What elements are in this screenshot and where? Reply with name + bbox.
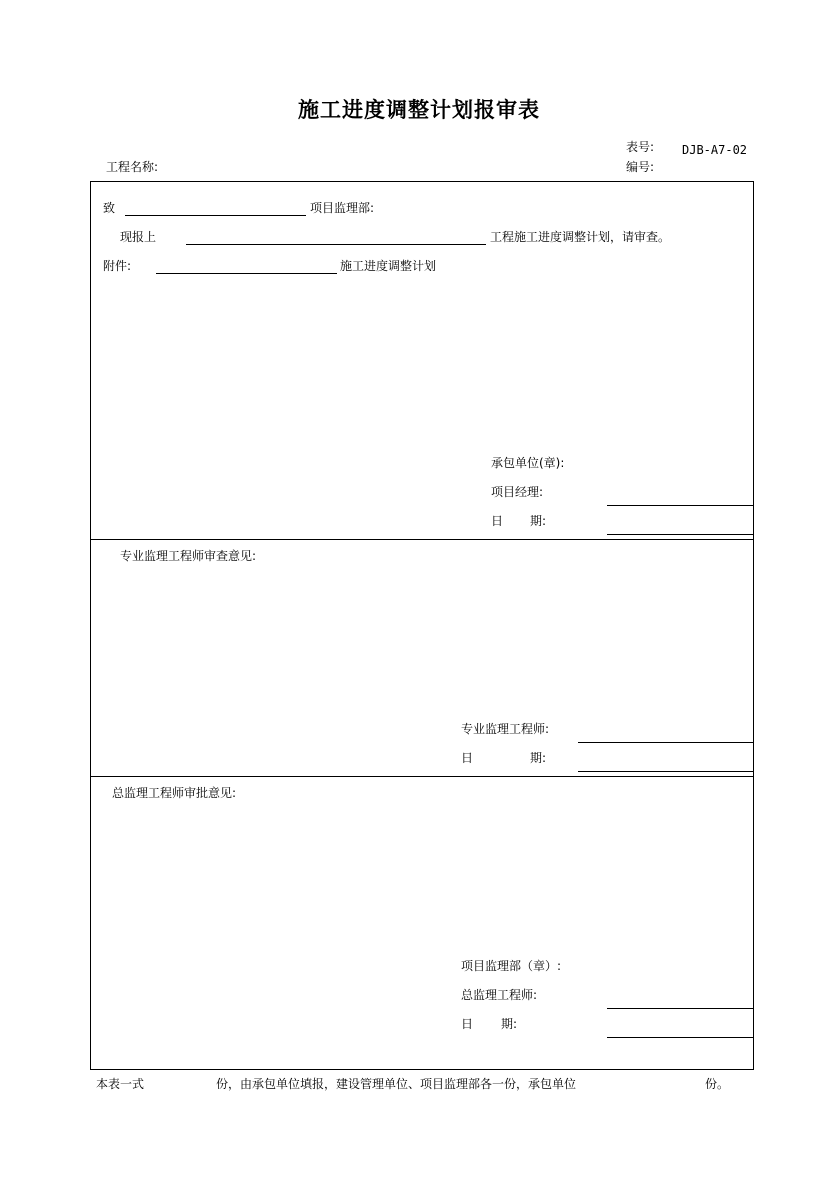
footer-copies-label: 本表一式 xyxy=(96,1077,145,1091)
section-divider-2 xyxy=(90,776,754,777)
report-label: 现报上 xyxy=(120,230,157,244)
specialist-engineer-fill-line[interactable] xyxy=(578,742,754,743)
to-fill-line[interactable] xyxy=(125,215,306,216)
attachment-label: 附件: xyxy=(103,259,132,273)
date-fill-line[interactable] xyxy=(607,534,754,535)
chief-engineer-fill-line[interactable] xyxy=(607,1008,754,1009)
date-label-char2: 期: xyxy=(530,514,547,528)
section-divider-1 xyxy=(90,539,754,540)
report-suffix: 工程施工进度调整计划，请审查。 xyxy=(490,230,671,244)
attachment-fill-line[interactable] xyxy=(156,273,337,274)
supervision-dept-seal-label: 项目监理部（章）: xyxy=(461,959,562,973)
project-manager-fill-line[interactable] xyxy=(607,505,754,506)
to-label: 致 xyxy=(103,201,116,215)
serial-no-label: 编号: xyxy=(626,160,655,174)
chief-opinion-label: 总监理工程师审批意见: xyxy=(112,786,237,800)
footer-end-text: 份。 xyxy=(705,1077,730,1091)
date-label-char1: 日 xyxy=(461,1017,474,1031)
table-no-label: 表号: xyxy=(626,140,655,154)
date-fill-line[interactable] xyxy=(578,771,754,772)
table-no-value: DJB-A7-02 xyxy=(682,143,748,157)
specialist-engineer-label: 专业监理工程师: xyxy=(461,722,550,736)
date-label-char2: 期: xyxy=(530,751,547,765)
date-label-char1: 日 xyxy=(491,514,504,528)
footer-distribution-text: 份，由承包单位填报，建设管理单位、项目监理部各一份，承包单位 xyxy=(216,1077,577,1091)
attachment-suffix: 施工进度调整计划 xyxy=(340,259,437,273)
supervision-dept-label: 项目监理部: xyxy=(310,201,375,215)
project-name-label: 工程名称: xyxy=(106,160,159,174)
date-fill-line[interactable] xyxy=(607,1037,754,1038)
date-label-char2: 期: xyxy=(501,1017,518,1031)
project-manager-label: 项目经理: xyxy=(491,485,544,499)
project-fill-line[interactable] xyxy=(186,244,486,245)
date-label-char1: 日 xyxy=(461,751,474,765)
form-table xyxy=(90,181,754,1070)
form-title: 施工进度调整计划报审表 xyxy=(298,98,540,122)
contractor-seal-label: 承包单位(章): xyxy=(491,456,565,470)
chief-engineer-label: 总监理工程师: xyxy=(461,988,538,1002)
engineer-opinion-label: 专业监理工程师审查意见: xyxy=(120,549,257,563)
